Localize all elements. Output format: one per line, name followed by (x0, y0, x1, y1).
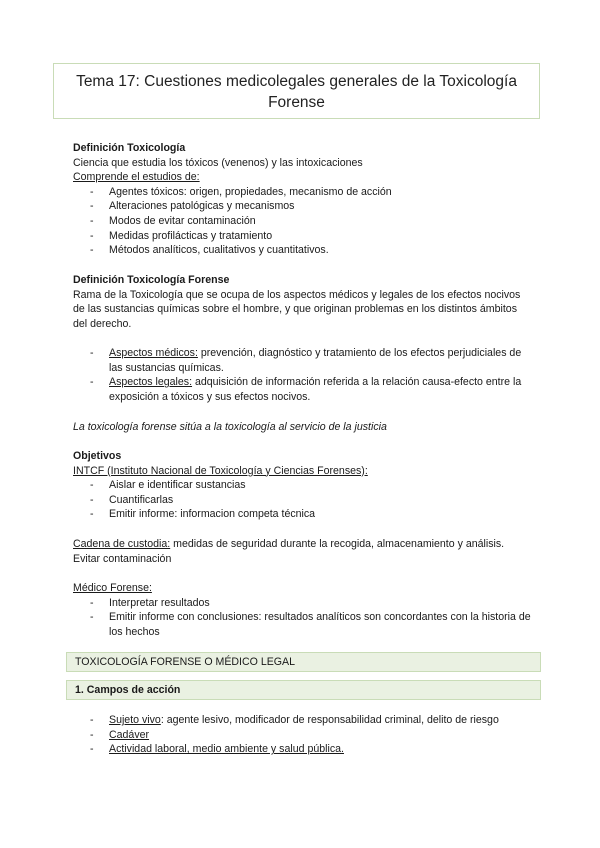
list-item (73, 375, 533, 404)
bullet-list (73, 596, 533, 640)
item-label: Aspectos legales: (109, 376, 193, 389)
list-item: - Agentes tóxicos: origen, propiedades, mecanismo de acción (73, 185, 533, 200)
list-item (73, 713, 533, 728)
section-subheading: INTCF (Instituto Nacional de Toxicología y Ciencias Forenses): (73, 464, 368, 477)
section-text: Ciencia que estudia los tóxicos (venenos) y las intoxicaciones (73, 156, 363, 169)
section-heading: Objetivos (73, 450, 122, 462)
section-toxicologia-forense (73, 273, 533, 331)
list-item: - Alteraciones patológicas y mecanismos (73, 199, 533, 214)
section-paragraph: Rama de la Toxicología que se ocupa de los aspectos médicos y legales de los efectos nocivos de las sustancias químicas sobre el hombre, y que originan problemas en los distintos ámbitos del derecho. (73, 288, 521, 330)
custody-paragraph (73, 537, 533, 566)
list-item: - Aislar e identificar sustancias (73, 478, 533, 493)
bullet-list (73, 185, 533, 258)
section-objetivos (73, 449, 533, 522)
list-item: - Emitir informe: informacion competa técnica (73, 507, 533, 522)
section-definicion-toxicologia (73, 141, 533, 258)
item-text: : agente lesivo, modificador de responsabilidad criminal, delito de riesgo (160, 714, 499, 726)
list-item: - Medidas profilácticas y tratamiento (73, 229, 533, 244)
list-item: - Métodos analíticos, cualitativos y cuantitativos. (73, 243, 533, 258)
section-subheading: Comprende el estudios de: (73, 171, 200, 184)
medico-forense-block (73, 581, 533, 639)
section-heading: Definición Toxicología (73, 142, 186, 154)
italic-note: La toxicología forense sitúa a la toxicología al servicio de la justicia (73, 421, 387, 433)
custody-label: Cadena de custodia: (73, 538, 171, 550)
aspects-list-block (73, 346, 533, 404)
custody-text: medidas de seguridad durante la recogida, almacenamiento y análisis. Evitar contaminación (73, 538, 505, 565)
campos-block (73, 713, 533, 757)
list-item: - Interpretar resultados (73, 596, 533, 611)
item-text: adquisición de información referida a la relación causa-efecto entre la exposición a tóxicos y sus efectos nocivos. (109, 376, 522, 403)
item-label: Actividad laboral, medio ambiente y salud pública. (109, 743, 344, 756)
page-title-text: Tema 17: Cuestiones medicolegales generales de la Toxicología Forense (76, 73, 517, 111)
section-title-bar (66, 652, 541, 672)
list-item (73, 346, 533, 375)
section-heading: Definición Toxicología Forense (73, 274, 230, 286)
item-label: Aspectos médicos: (109, 347, 198, 359)
list-item: - Modos de evitar contaminación (73, 214, 533, 229)
item-label: Sujeto vivo (109, 714, 161, 726)
subsection-title-text: 1. Campos de acción (75, 684, 181, 696)
bullet-list (73, 713, 533, 757)
bullet-list (73, 478, 533, 522)
item-text: prevención, diagnóstico y tratamiento de los efectos perjudiciales de las sustancias químicas. (109, 347, 522, 374)
medico-label: Médico Forense: (73, 582, 152, 594)
subsection-title-bar (66, 680, 541, 700)
page-title (53, 63, 540, 119)
list-item: - Cuantificarlas (73, 493, 533, 508)
list-item (73, 742, 533, 757)
list-item (73, 728, 533, 743)
bullet-list (73, 346, 533, 404)
list-item: - Emitir informe con conclusiones: resultados analíticos son concordantes con la historia de los hechos (73, 610, 533, 639)
item-label: Cadáver (109, 728, 150, 741)
section-title-text: TOXICOLOGÍA FORENSE O MÉDICO LEGAL (75, 656, 295, 668)
